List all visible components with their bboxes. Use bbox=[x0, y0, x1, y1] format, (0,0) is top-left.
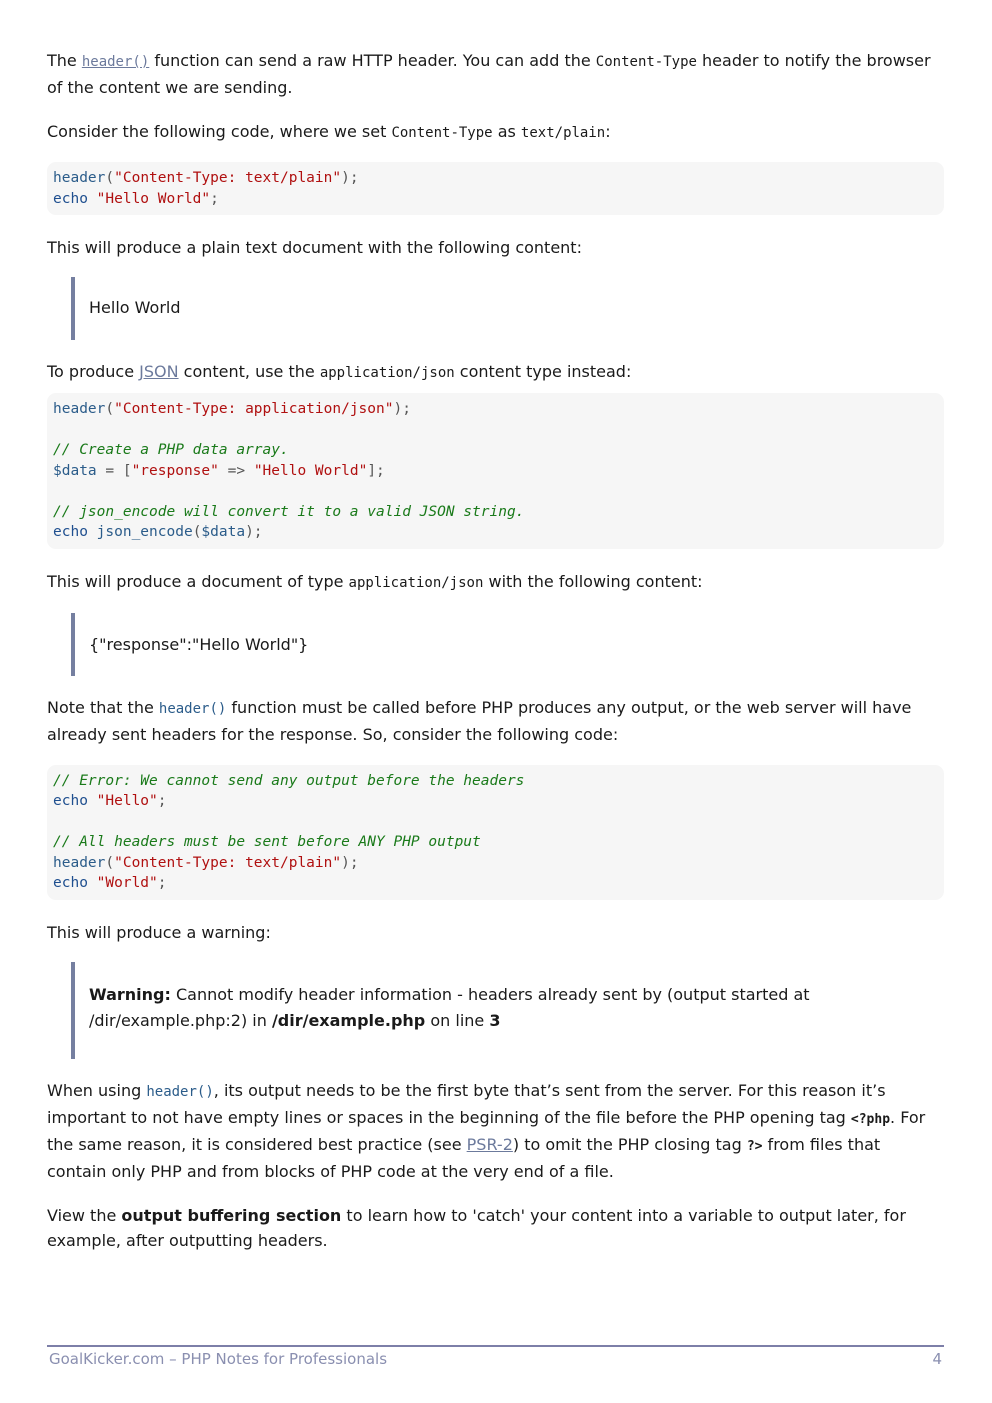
json-link[interactable]: JSON bbox=[139, 362, 179, 381]
code-token: ( bbox=[105, 854, 115, 871]
code-token: ; bbox=[157, 793, 167, 809]
code-line bbox=[53, 461, 938, 482]
text: . For the same reason, it is considered best practice (see bbox=[47, 1107, 926, 1154]
output-quote-json bbox=[71, 613, 944, 676]
code-line bbox=[53, 832, 938, 853]
inline-code: application/json bbox=[319, 365, 455, 381]
code-token: ( bbox=[105, 170, 115, 186]
code-token: echo bbox=[53, 793, 88, 809]
code-token: ); bbox=[341, 854, 359, 871]
code-line bbox=[53, 189, 938, 210]
text: Note that the bbox=[47, 697, 159, 717]
inline-code: Content-Type bbox=[391, 125, 493, 141]
code-token: ; bbox=[157, 875, 167, 891]
bold-path: /dir/example.php bbox=[271, 1010, 426, 1030]
code-line-blank bbox=[53, 481, 938, 502]
code-line-blank bbox=[53, 812, 938, 833]
text: : bbox=[605, 122, 611, 141]
text: To produce bbox=[47, 362, 140, 381]
output-quote-hello-world bbox=[71, 277, 944, 340]
code-token: ( bbox=[105, 401, 115, 417]
code-comment: // json_encode will convert it to a valid JSON string. bbox=[53, 503, 525, 520]
code-line bbox=[53, 440, 938, 461]
text: from files that contain only PHP and from blocks of PHP code at the very end of a file. bbox=[47, 1134, 881, 1181]
text: ) to omit the PHP closing tag bbox=[512, 1134, 747, 1154]
paragraph-warning-intro: This will produce a warning: bbox=[47, 922, 271, 942]
code-line bbox=[53, 522, 938, 543]
code-token: "Content-Type: text/plain" bbox=[114, 170, 342, 186]
footer-site-title: GoalKicker.com – PHP Notes for Professionals bbox=[49, 1350, 388, 1368]
inline-code-open-tag: <?php bbox=[850, 1111, 891, 1127]
code-token: echo bbox=[53, 190, 88, 207]
text: function can send a raw HTTP header. You can add the bbox=[149, 51, 596, 70]
text: function must be called before PHP produces any output, or the web server will have already sent headers for the response. So, consider the following code: bbox=[47, 697, 912, 744]
code-token: "Hello World" bbox=[96, 190, 211, 207]
paragraph-plain-result: This will produce a plain text document with the following content: bbox=[47, 238, 582, 257]
code-comment: // Error: We cannot send any output before the headers bbox=[53, 772, 525, 789]
inline-code-function: header() bbox=[158, 700, 227, 717]
code-token: "Hello World" bbox=[253, 462, 368, 479]
code-token: "Content-Type: text/plain" bbox=[114, 854, 342, 871]
code-token: => bbox=[218, 462, 254, 479]
code-token: echo bbox=[53, 875, 88, 891]
bold-line-number: 3 bbox=[489, 1010, 501, 1030]
warning-label: Warning: bbox=[89, 984, 171, 1004]
code-token: "response" bbox=[131, 462, 219, 479]
code-token: header bbox=[53, 170, 106, 186]
page-content bbox=[47, 48, 944, 1253]
code-comment: // Create a PHP data array. bbox=[53, 442, 289, 458]
paragraph-intro bbox=[47, 48, 944, 100]
code-line bbox=[53, 168, 938, 189]
code-token: echo bbox=[53, 524, 88, 540]
code-line bbox=[53, 399, 938, 420]
footer-page-number: 4 bbox=[932, 1350, 942, 1368]
quote-text: {"response":"Hello World"} bbox=[89, 634, 309, 654]
footer-divider bbox=[47, 1345, 944, 1347]
header-function-link[interactable]: header() bbox=[81, 54, 150, 70]
code-token: header bbox=[53, 401, 106, 417]
code-block-json bbox=[47, 393, 944, 549]
code-token: ( bbox=[192, 524, 202, 540]
code-line bbox=[53, 502, 938, 523]
text: header to notify the browser of the content we are sending. bbox=[47, 51, 931, 97]
output-quote-warning bbox=[71, 962, 944, 1059]
inline-code-close-tag: ?> bbox=[746, 1138, 763, 1154]
code-token: json_encode bbox=[96, 524, 193, 540]
code-token: "World" bbox=[96, 875, 158, 891]
text: on line bbox=[425, 1010, 490, 1030]
code-token: $data bbox=[201, 524, 246, 540]
code-line bbox=[53, 873, 938, 894]
psr2-link[interactable]: PSR-2 bbox=[466, 1134, 513, 1154]
code-comment: // All headers must be sent before ANY PHP output bbox=[53, 834, 481, 850]
code-token: $data bbox=[53, 462, 97, 479]
text: with the following content: bbox=[483, 571, 703, 591]
code-token: ); bbox=[393, 401, 411, 417]
text: as bbox=[492, 122, 521, 141]
text: This will produce a document of type bbox=[47, 571, 349, 591]
inline-code: application/json bbox=[348, 574, 484, 591]
text: content type instead: bbox=[454, 362, 632, 381]
code-line bbox=[53, 771, 938, 792]
text: Cannot modify header information - headers already sent by (output started at /dir/example.php:2) in bbox=[89, 984, 810, 1030]
paragraph-view-buffering bbox=[47, 1203, 944, 1253]
text: Consider the following code, where we set bbox=[47, 122, 392, 141]
code-token: = [ bbox=[96, 462, 132, 479]
code-token: ; bbox=[210, 190, 219, 207]
text: to learn how to 'catch' your content into a variable to output later, for example, after outputting headers. bbox=[47, 1205, 906, 1250]
inline-code: Content-Type bbox=[595, 54, 697, 70]
quote-text: Hello World bbox=[89, 298, 181, 317]
text: When using bbox=[47, 1080, 147, 1100]
code-token: ]; bbox=[367, 462, 385, 479]
code-token: header bbox=[53, 854, 106, 871]
text: The bbox=[47, 51, 82, 70]
code-block-plain-text bbox=[47, 162, 944, 215]
text: View the bbox=[47, 1205, 122, 1225]
paragraph-consider bbox=[47, 119, 944, 146]
code-line bbox=[53, 791, 938, 812]
code-token: "Content-Type: application/json" bbox=[114, 401, 394, 417]
paragraph-note bbox=[47, 695, 944, 747]
code-token: ); bbox=[341, 170, 359, 186]
inline-code: text/plain bbox=[520, 125, 606, 141]
paragraph-when-using bbox=[47, 1078, 944, 1184]
code-token: ); bbox=[245, 524, 263, 540]
text: , its output needs to be the first byte that’s sent from the server. For this reason it’s important to not have empty lines or spaces in the beginning of the file before the PHP opening tag bbox=[47, 1080, 886, 1127]
bold-section-ref: output buffering section bbox=[121, 1205, 342, 1225]
code-block-error bbox=[47, 765, 944, 900]
inline-code-function: header() bbox=[146, 1083, 214, 1100]
code-token: "Hello" bbox=[96, 793, 158, 809]
code-line bbox=[53, 853, 938, 874]
paragraph-json-result bbox=[47, 569, 944, 596]
code-line-blank bbox=[53, 420, 938, 441]
text: content, use the bbox=[178, 362, 320, 381]
paragraph-json bbox=[47, 359, 944, 386]
